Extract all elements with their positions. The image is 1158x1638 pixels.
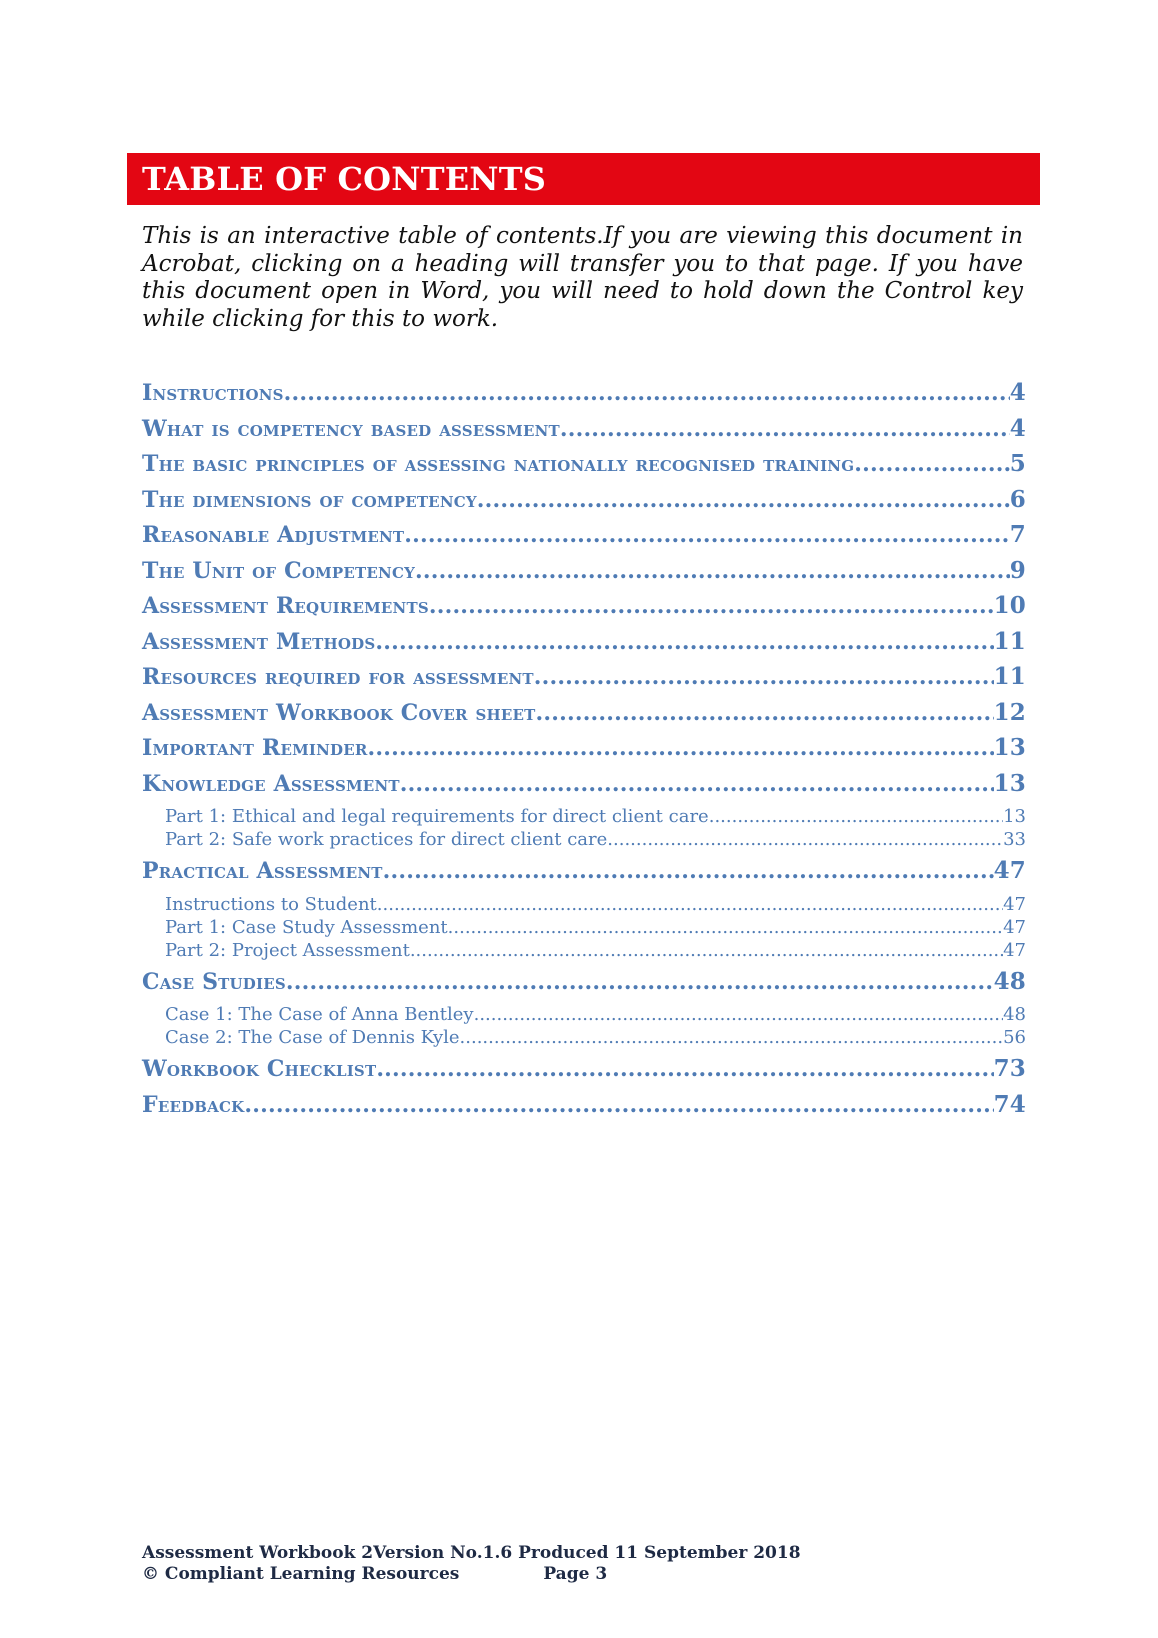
dot-leader xyxy=(709,805,1003,828)
toc-entry-assessment-methods[interactable] xyxy=(142,628,1026,664)
dot-leader xyxy=(477,487,1010,513)
toc-entry-basic-principles[interactable] xyxy=(142,450,1026,486)
toc-entry-resources-required[interactable] xyxy=(142,663,1026,699)
dot-leader xyxy=(375,629,993,655)
toc-subentry-page: 56 xyxy=(1003,1027,1026,1048)
dot-leader xyxy=(460,1026,1004,1049)
dot-leader xyxy=(534,664,994,690)
toc-entry-label: What is competency based assessment xyxy=(142,415,560,442)
dot-leader xyxy=(286,969,994,995)
toc-entry-page: 7 xyxy=(1009,521,1026,548)
toc-entry-label: Reasonable Adjustment xyxy=(142,522,405,548)
dot-leader xyxy=(560,416,1010,442)
toc-entry-label: The Unit of Competency xyxy=(142,557,415,584)
footer-line-copyright xyxy=(142,1564,801,1585)
toc-entry-label: Important Reminder xyxy=(142,735,368,761)
page-footer xyxy=(142,1543,801,1585)
footer-line-version: Assessment Workbook 2Version No.1.6 Produced 11 September 2018 xyxy=(142,1543,801,1563)
toc-entry-label: Assessment Methods xyxy=(142,628,376,655)
toc-entry-feedback[interactable] xyxy=(142,1091,1026,1127)
toc-entry-workbook-checklist[interactable] xyxy=(142,1055,1026,1091)
toc-entry-label: Workbook Checklist xyxy=(142,1056,377,1082)
toc-entry-page: 11 xyxy=(993,627,1026,655)
toc-subentry-label: Instructions to Student xyxy=(165,893,377,915)
toc-subentry-instructions-student[interactable] xyxy=(142,893,1026,916)
toc-subentry-page: 33 xyxy=(1003,829,1026,850)
dot-leader xyxy=(854,451,1010,477)
dot-leader xyxy=(607,828,1003,851)
toc-entry-practical-assessment[interactable] xyxy=(142,857,1026,893)
dot-leader xyxy=(284,380,1010,406)
toc-entry-page: 74 xyxy=(993,1090,1026,1118)
toc-subentry-label: Part 1: Case Study Assessment xyxy=(165,916,448,938)
toc-entry-unit-of-competency[interactable] xyxy=(142,557,1026,593)
toc-subentry-label: Part 2: Project Assessment xyxy=(165,939,410,961)
toc-subentry-page: 13 xyxy=(1003,806,1026,827)
toc-entry-page: 11 xyxy=(993,663,1026,690)
footer-page-number: Page 3 xyxy=(543,1564,608,1584)
toc-entry-label: Assessment Workbook Cover sheet xyxy=(142,699,536,726)
dot-leader xyxy=(429,593,994,619)
toc-entry-cover-sheet[interactable] xyxy=(142,699,1026,735)
dot-leader xyxy=(415,558,1010,584)
toc-entry-page: 13 xyxy=(993,734,1026,761)
dot-leader xyxy=(383,858,994,884)
toc-entry-label: Resources required for assessment xyxy=(142,664,534,690)
toc-subentry-label: Part 2: Safe work practices for direct client care xyxy=(165,829,608,850)
toc-entry-label: Knowledge Assessment xyxy=(142,770,400,797)
toc-entry-page: 12 xyxy=(993,698,1026,726)
toc-subentry-page: 47 xyxy=(1003,939,1026,961)
toc-entry-dimensions[interactable] xyxy=(142,486,1026,522)
toc-entry-page: 5 xyxy=(1009,450,1026,477)
toc-entry-page: 6 xyxy=(1009,485,1026,513)
dot-leader xyxy=(410,939,1003,962)
toc-entry-what-is-cba[interactable] xyxy=(142,415,1026,451)
toc-entry-page: 13 xyxy=(993,769,1026,797)
dot-leader xyxy=(368,735,994,761)
dot-leader xyxy=(377,893,1003,916)
toc-title-banner xyxy=(127,153,1040,205)
toc-subentry-page: 48 xyxy=(1003,1004,1026,1025)
toc-entry-label: The dimensions of competency xyxy=(142,486,477,513)
toc-entry-case-studies[interactable] xyxy=(142,968,1026,1004)
dot-leader xyxy=(244,1092,993,1118)
dot-leader xyxy=(400,771,994,797)
toc-entry-page: 4 xyxy=(1009,414,1026,442)
toc-entry-label: Instructions xyxy=(142,380,284,406)
toc-entry-label: Feedback xyxy=(142,1091,245,1118)
toc-subentry-knowledge-part2[interactable] xyxy=(142,828,1026,851)
toc-subentry-page: 47 xyxy=(1003,916,1026,938)
intro-paragraph: This is an interactive table of contents.If you are viewing this document in Acrobat, clicking on a heading will transfer you to that page. If you have this document open in Word, you will need to hold down the Control key while clicking for this to work. xyxy=(142,223,1023,332)
dot-leader xyxy=(536,700,994,726)
dot-leader xyxy=(474,1003,1004,1026)
toc-entry-label: Assessment Requirements xyxy=(142,593,429,619)
toc-subentry-case-dennis-kyle[interactable] xyxy=(142,1026,1026,1049)
toc-subentry-project-assessment[interactable] xyxy=(142,939,1026,962)
toc-subentry-label: Part 1: Ethical and legal requirements for direct client care xyxy=(165,806,709,827)
toc-entry-page: 48 xyxy=(993,967,1026,995)
toc-subentry-label: Case 2: The Case of Dennis Kyle xyxy=(165,1027,460,1048)
toc-entry-label: Practical Assessment xyxy=(142,858,383,884)
toc-entry-important-reminder[interactable] xyxy=(142,734,1026,770)
toc-entry-page: 9 xyxy=(1009,556,1026,584)
toc-entry-page: 73 xyxy=(993,1055,1026,1082)
footer-copyright: © Compliant Learning Resources xyxy=(142,1564,460,1584)
toc-entry-knowledge-assessment[interactable] xyxy=(142,770,1026,806)
page-title: TABLE OF CONTENTS xyxy=(142,160,547,198)
toc-subentry-knowledge-part1[interactable] xyxy=(142,805,1026,828)
dot-leader xyxy=(448,916,1003,939)
toc-subentry-case-anna-bentley[interactable] xyxy=(142,1003,1026,1026)
toc-subentry-page: 47 xyxy=(1003,893,1026,915)
toc-subentry-label: Case 1: The Case of Anna Bentley xyxy=(165,1004,474,1025)
toc-entry-assessment-requirements[interactable] xyxy=(142,592,1026,628)
toc-entry-page: 10 xyxy=(993,592,1026,619)
toc-entry-instructions[interactable] xyxy=(142,379,1026,415)
toc-entry-reasonable-adjustment[interactable] xyxy=(142,521,1026,557)
dot-leader xyxy=(404,522,1010,548)
toc-entry-page: 4 xyxy=(1009,379,1026,406)
toc-entry-label: The basic principles of assessing nationally recognised training xyxy=(142,451,855,477)
table-of-contents xyxy=(142,379,1026,1126)
dot-leader xyxy=(376,1056,993,1082)
toc-entry-page: 47 xyxy=(993,857,1026,884)
toc-entry-label: Case Studies xyxy=(142,968,286,995)
toc-subentry-case-study-assessment[interactable] xyxy=(142,916,1026,939)
